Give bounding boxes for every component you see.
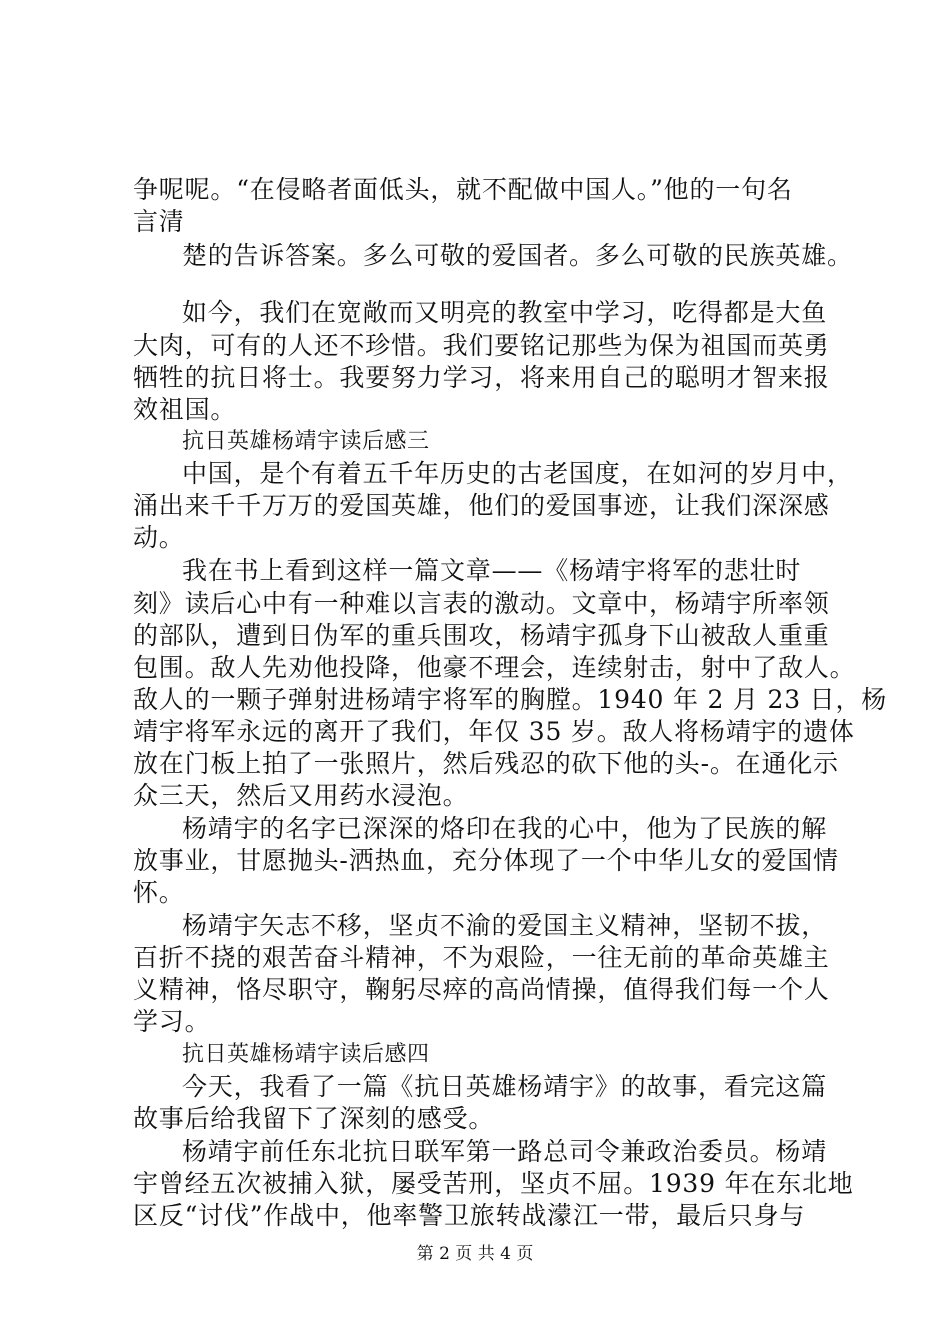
text-line: 效祖国。 [133, 395, 237, 424]
text-line: 动。 [133, 523, 185, 552]
text-line: 杨靖宇矢志不移，坚贞不渝的爱国主义精神，坚韧不拔， [182, 911, 828, 940]
text-line: 宇曾经五次被捕入狱，屡受苦刑，坚贞不屈。1939 年在东北地 [133, 1169, 854, 1198]
section-heading: 抗日英雄杨靖宇读后感四 [182, 1042, 430, 1067]
text-line: 如今，我们在宽敞而又明亮的教室中学习，吃得都是大鱼 [182, 298, 828, 327]
text-line: 争呢呢。“在侵略者面低头，就不配做中国人。”他的一句名 [133, 175, 793, 204]
text-line: 刻》读后心中有一种难以言表的激动。文章中，杨靖宇所率领 [133, 589, 830, 618]
text-line: 放在门板上拍了一张照片，然后残忍的砍下他的头-。在通化示 [133, 749, 839, 778]
text-line: 靖宇将军永远的离开了我们，年仅 35 岁。敌人将杨靖宇的遗体 [133, 717, 855, 746]
text-line: 涌出来千千万万的爱国英雄，他们的爱国事迹，让我们深深感 [133, 491, 830, 520]
text-line: 敌人的一颗子弹射进杨靖宇将军的胸膛。1940 年 2 月 23 日，杨 [133, 685, 888, 714]
text-line: 怀。 [133, 878, 185, 907]
page-footer: 第 2 页 共 4 页 [416, 1244, 534, 1264]
section-heading: 抗日英雄杨靖宇读后感三 [182, 429, 430, 454]
text-line: 众三天，然后又用药水浸泡。 [133, 781, 469, 810]
text-line: 的部队，遭到日伪军的重兵围攻，杨靖宇孤身下山被敌人重重 [133, 621, 830, 650]
text-line: 学习。 [133, 1007, 211, 1036]
text-line: 言清 [133, 207, 185, 236]
text-line: 包围。敌人先劝他投降，他豪不理会，连续射击，射中了敌人。 [133, 653, 856, 682]
text-line: 中国，是个有着五千年历史的古老国度，在如河的岁月中， [182, 459, 853, 488]
text-line: 我在书上看到这样一篇文章——《杨靖宇将军的悲壮时 [182, 556, 802, 585]
text-line: 楚的告诉答案。多么可敬的爱国者。多么可敬的民族英雄。 [182, 241, 853, 270]
text-line: 大肉，可有的人还不珍惜。我们要铭记那些为保为祖国而英勇 [133, 331, 830, 360]
text-line: 杨靖宇的名字已深深的烙印在我的心中，他为了民族的解 [182, 814, 828, 843]
text-line: 故事后给我留下了深刻的感受。 [133, 1104, 495, 1133]
text-line: 今天，我看了一篇《抗日英雄杨靖宇》的故事，看完这篇 [182, 1072, 828, 1101]
text-line: 百折不挠的艰苦奋斗精神，不为艰险，一往无前的革命英雄主 [133, 943, 830, 972]
text-line: 杨靖宇前任东北抗日联军第一路总司令兼政治委员。杨靖 [182, 1137, 828, 1166]
text-line: 区反“讨伐”作战中，他率警卫旅转战濛江一带，最后只身与 [133, 1201, 806, 1230]
text-line: 放事业，甘愿抛头-洒热血，充分体现了一个中华儿女的爱国情 [133, 846, 839, 875]
text-line: 义精神，恪尽职守，鞠躬尽瘁的高尚情操，值得我们每一个人 [133, 975, 830, 1004]
text-line: 牺牲的抗日将士。我要努力学习，将来用自己的聪明才智来报 [133, 363, 830, 392]
